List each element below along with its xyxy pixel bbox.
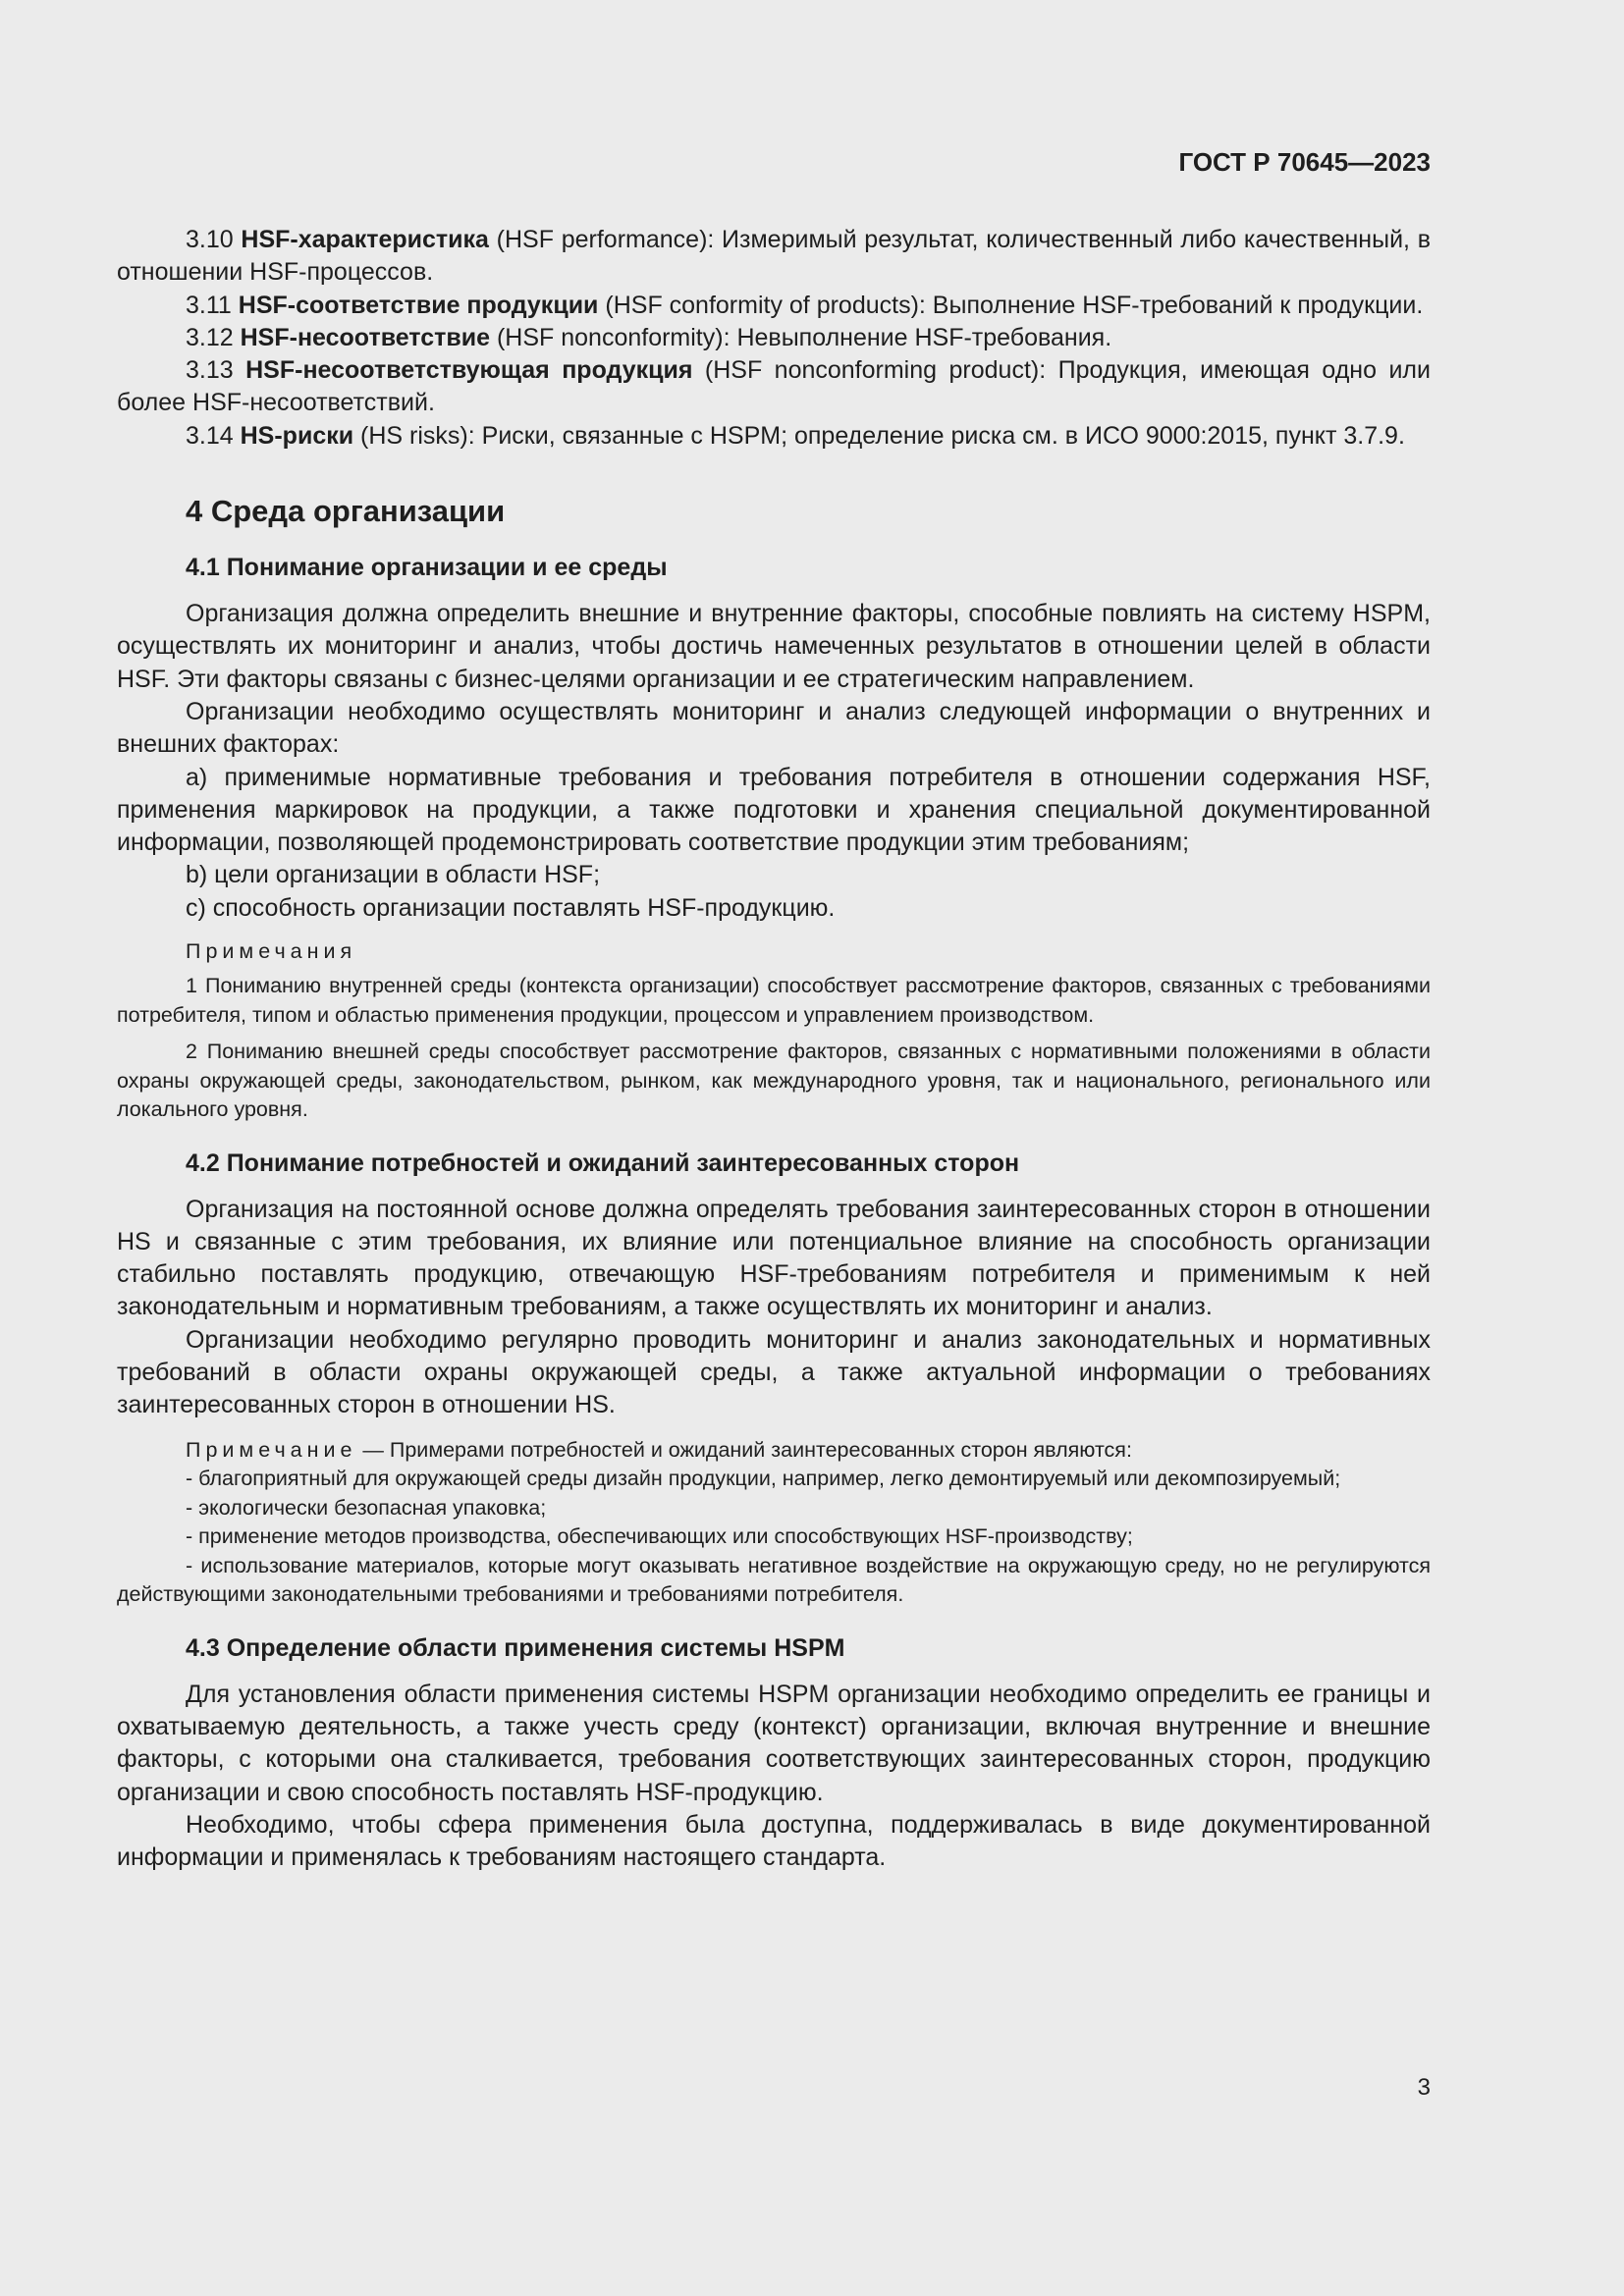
section-4-2-note: Примечание — Примерами потребностей и ожиданий заинтересованных сторон являются: [186,1437,1132,1462]
note-2: 2 Пониманию внешней среды способствует рассмотрение факторов, связанных с нормативными положениями в области охраны окружающей среды, законодательством, рынком, как международного уровня, так и национального, регионального или локального уровня. [117,1040,1431,1122]
definition-3-13: 3.13 HSF-несоответствующая продукция (HSF nonconforming product): Продукция, имеющая одно или более HSF-несоответствий. [117,356,1431,417]
section-4-2-paragraph-1: Организация на постоянной основе должна определять требования заинтересованных сторон в отношении HS и связанные с этим требования, их влияние или потенциальное влияние на способность организации стабильно поставлять продукцию, отвечающую HSF-требованиям потребителя и применимым к ней законодательным и нормативным требованиям, а также осуществлять их мониторинг и анализ. [117,1195,1431,1321]
section-4-3-paragraph-2: Необходимо, чтобы сфера применения была доступна, поддерживалась в виде документированной информации и применялась к требованиям настоящего стандарта. [117,1810,1431,1872]
definition-term: HS-риски [240,421,354,450]
note-label: Примечание [186,1437,357,1462]
section-4-1-paragraph-1: Организация должна определить внешние и внутренние факторы, способные повлиять на систему HSPM, осуществлять их мониторинг и анализ, чтобы достичь намеченных результатов в отношении целей в области HSF. Эти факторы связаны с бизнес-целями организации и ее стратегическим направлением. [117,600,1431,693]
list-item-c: с) способность организации поставлять HSF-продукцию. [186,893,836,922]
note-list-item: - благоприятный для окружающей среды дизайн продукции, например, легко демонтируемый или декомпозируемый; [186,1467,1341,1491]
definition-term: HSF-несоответствующая продукция [245,356,693,385]
definition-3-11: 3.11 HSF-соответствие продукции (HSF conformity of products): Выполнение HSF-требований к продукции. [186,291,1424,319]
section-4-2-paragraph-2: Организации необходимо регулярно проводить мониторинг и анализ законодательных и нормативных требований в области охраны окружающей среды, а также актуальной информации о требованиях заинтересованных сторон в отношении HS. [117,1325,1431,1419]
document-id-header: ГОСТ Р 70645—2023 [1178,147,1431,177]
note-list-item: - экологически безопасная упаковка; [186,1495,547,1520]
note-list-item: - использование материалов, которые могут оказывать негативное воздействие на окружающую среду, но не регулируются действующими законодательными требованиями и требованиями потребителя. [117,1553,1431,1607]
section-4-3-paragraph-1: Для установления области применения системы HSPM организации необходимо определить ее границы и охватываемую деятельность, а также учесть среду (контекст) организации, включая внутренние и внешние факторы, с которыми она сталкивается, требования соответствующих заинтересованных сторон, продукцию организации и свою способность поставлять HSF-продукцию. [117,1680,1431,1806]
list-item-a: а) применимые нормативные требования и требования потребителя в отношении содержания HSF, применения маркировок на продукции, а также подготовки и хранения специальной документированной информации, позволяющей продемонстрировать соответствие продукции этим требованиям; [117,763,1431,857]
section-4-2-title: 4.2 Понимание потребностей и ожиданий заинтересованных сторон [186,1148,1020,1177]
page-number: 3 [1417,2074,1431,2101]
note-list-item: - применение методов производства, обеспечивающих или способствующих HSF-производству; [186,1524,1133,1549]
list-item-b: b) цели организации в области HSF; [186,861,601,889]
page-content [117,224,1431,1874]
notes-heading: Примечания [186,939,357,964]
section-4-title: 4 Среда организации [186,494,506,529]
section-4-1-paragraph-2: Организации необходимо осуществлять мониторинг и анализ следующей информации о внутренних и внешних факторах: [117,697,1431,759]
section-4-1-title: 4.1 Понимание организации и ее среды [186,554,668,582]
note-1: 1 Пониманию внутренней среды (контекста организации) способствует рассмотрение факторов, связанных с требованиями потребителя, типом и областью применения продукции, процессом и управлением производством. [117,974,1431,1027]
section-4-3-title: 4.3 Определение области применения системы HSPM [186,1633,845,1662]
definition-term: HSF-соответствие продукции [238,291,599,319]
definition-term: HSF-несоответствие [240,323,491,351]
definition-3-10: 3.10 HSF-характеристика (HSF performance): Измеримый результат, количественный либо качественный, в отношении HSF-процессов. [117,226,1431,287]
definition-term: HSF-характеристика [241,226,489,253]
definition-3-12: 3.12 HSF-несоответствие (HSF nonconformity): Невыполнение HSF-требования. [186,323,1112,351]
definition-3-14: 3.14 HS-риски (HS risks): Риски, связанные с HSPM; определение риска см. в ИСО 9000:2015, пункт 3.7.9. [186,421,1405,450]
